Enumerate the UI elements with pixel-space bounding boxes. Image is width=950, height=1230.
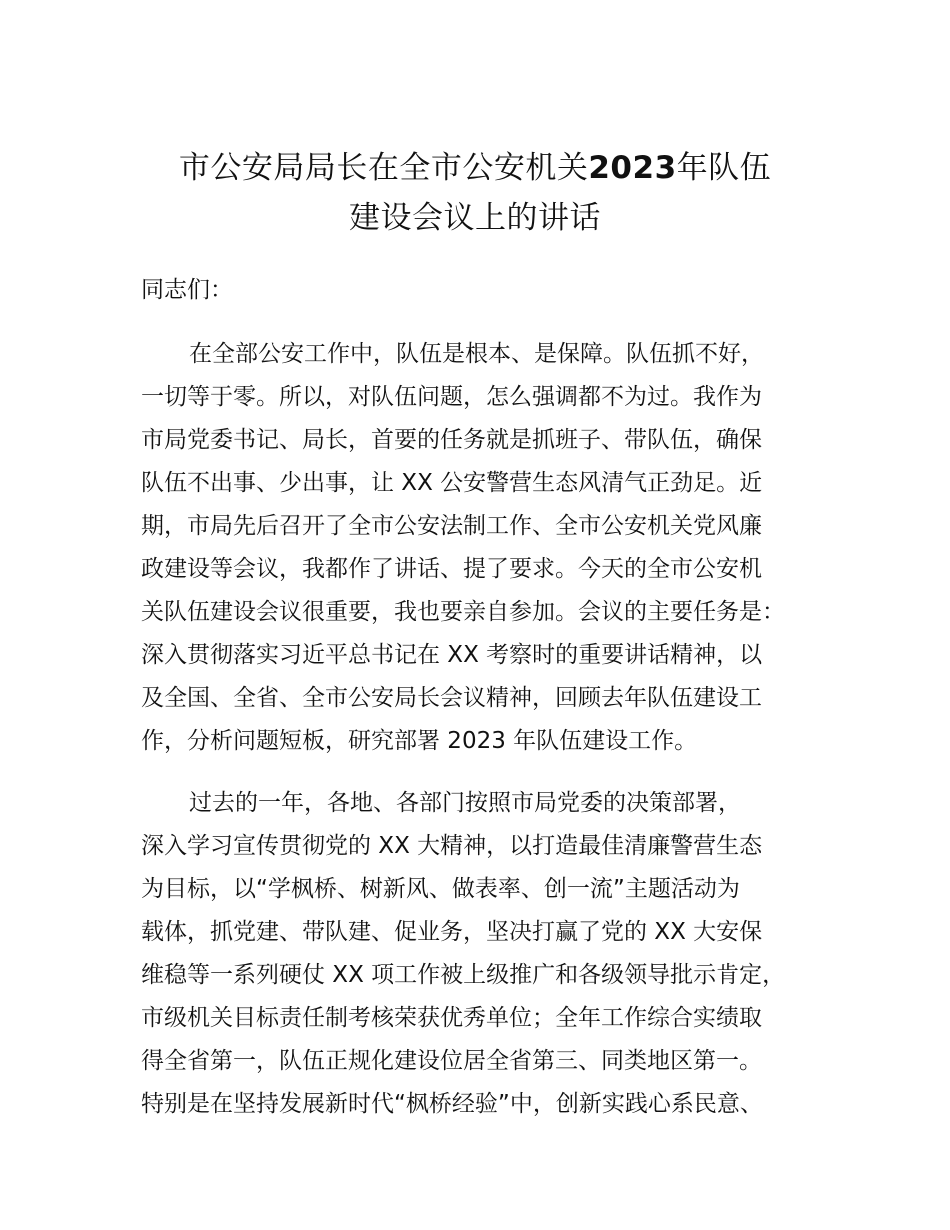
paragraph-2-line: 为目标，以“学枫桥、树新风、做表率、创一流”主题活动为 <box>141 876 740 902</box>
paragraph-2-line: 深入学习宣传贯彻党的 XX 大精神，以打造最佳清廉警营生态 <box>141 833 763 859</box>
title-line-1-post: 年队伍 <box>676 150 772 186</box>
paragraph-1-line: 市局党委书记、局长，首要的任务就是抓班子、带队伍，确保 <box>141 427 762 453</box>
paragraph-1-line: 作，分析问题短板，研究部署 2023 年队伍建设工作。 <box>141 728 698 754</box>
paragraph-1-line: 及全国、全省、全市公安局长会议精神，回顾去年队伍建设工 <box>141 685 762 711</box>
paragraph-2-line: 维稳等一系列硬仗 XX 项工作被上级推广和各级领导批示肯定， <box>141 962 786 988</box>
paragraph-1-line: 队伍不出事、少出事，让 XX 公安警营生态风清气正劲足。近 <box>141 470 763 496</box>
paragraph-1-line: 期，市局先后召开了全市公安法制工作、全市公安机关党风廉 <box>141 513 762 539</box>
paragraph-1-line: 深入贯彻落实习近平总书记在 XX 考察时的重要讲话精神，以 <box>141 642 763 668</box>
paragraph-1-line: 关队伍建设会议很重要，我也要亲自参加。会议的主要任务是： <box>141 599 785 625</box>
paragraph-1-line: 政建设等会议，我都作了讲话、提了要求。今天的全市公安机 <box>141 556 762 582</box>
greeting: 同志们： <box>141 277 233 303</box>
document-title-line-1 <box>100 145 850 191</box>
document-title-line-2: 建设会议上的讲话 <box>349 200 601 236</box>
title-line-1-pre: 市公安局局长在全市公安机关 <box>178 150 589 186</box>
paragraph-1-line: 在全部公安工作中，队伍是根本、是保障。队伍抓不好， <box>189 341 764 367</box>
paragraph-2-line: 载体，抓党建、带队建、促业务，坚决打赢了党的 XX 大安保 <box>141 919 763 945</box>
paragraph-1-line: 一切等于零。所以，对队伍问题，怎么强调都不为过。我作为 <box>141 384 762 410</box>
paragraph-2-line: 市级机关目标责任制考核荣获优秀单位；全年工作综合实绩取 <box>141 1005 762 1031</box>
paragraph-2-line: 过去的一年，各地、各部门按照市局党委的决策部署， <box>189 790 741 816</box>
title-line-1-year: 2023 <box>588 150 677 186</box>
paragraph-2-line: 得全省第一，队伍正规化建设位居全省第三、同类地区第一。 <box>141 1048 762 1074</box>
paragraph-2-line: 特别是在坚持发展新时代“枫桥经验”中，创新实践心系民意、 <box>141 1091 763 1117</box>
